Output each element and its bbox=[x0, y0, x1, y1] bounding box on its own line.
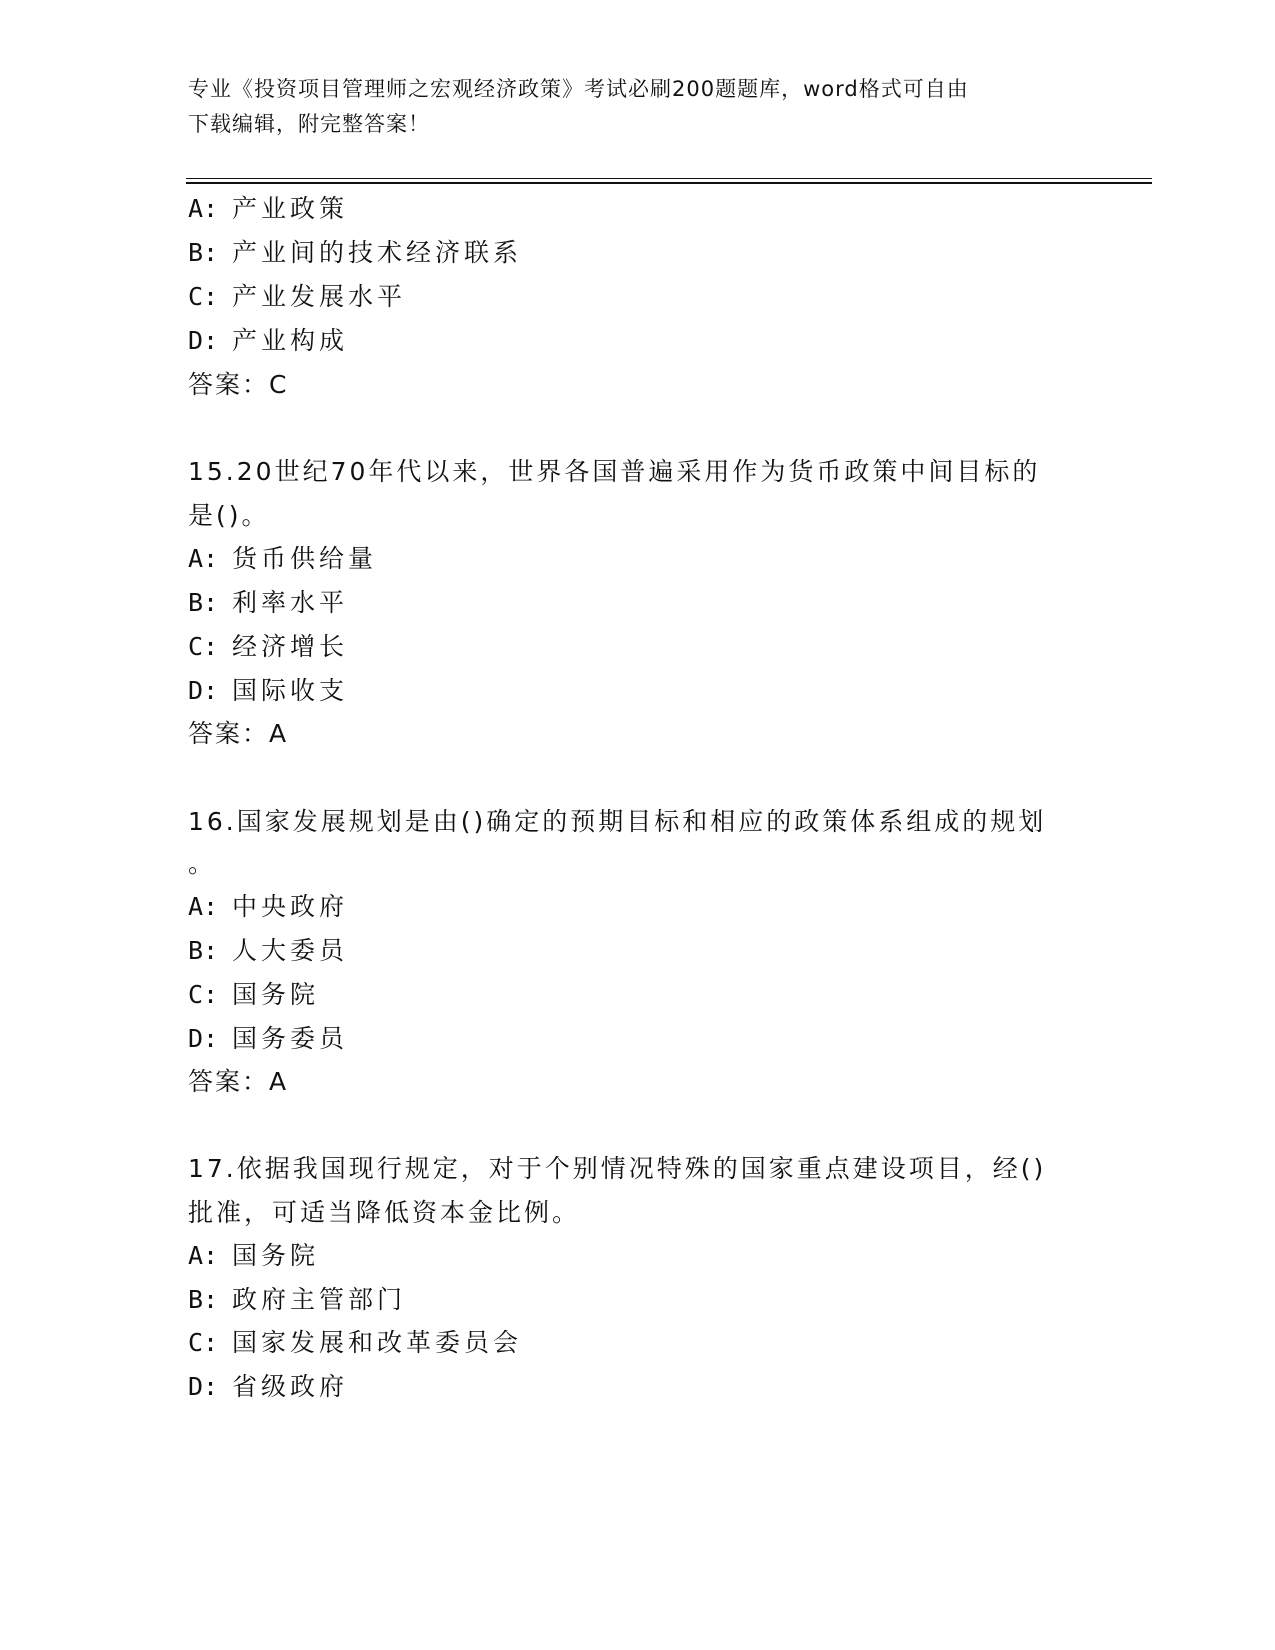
option-letter: D: bbox=[188, 1024, 219, 1053]
option-letter: B: bbox=[188, 588, 219, 617]
document-header bbox=[188, 72, 1088, 142]
option-letter: D: bbox=[188, 1372, 219, 1401]
q16-option-c bbox=[188, 979, 319, 1011]
option-letter: C: bbox=[188, 632, 219, 661]
q17-option-d bbox=[188, 1371, 348, 1403]
q17-option-b bbox=[188, 1284, 406, 1316]
option-letter: A: bbox=[188, 544, 219, 573]
option-text: 国家发展和改革委员会 bbox=[232, 1328, 523, 1357]
q14-option-c bbox=[188, 281, 406, 313]
q15-question-line-1: 15.20世纪70年代以来，世界各国普遍采用作为货币政策中间目标的 bbox=[188, 457, 1041, 486]
option-text: 政府主管部门 bbox=[232, 1285, 407, 1314]
option-text: 经济增长 bbox=[232, 632, 349, 661]
option-letter: C: bbox=[188, 980, 219, 1009]
header-rule-thin bbox=[186, 178, 1152, 179]
option-letter: B: bbox=[188, 936, 219, 965]
option-text: 省级政府 bbox=[232, 1372, 349, 1401]
option-text: 中央政府 bbox=[232, 892, 349, 921]
option-text: 国务院 bbox=[232, 1241, 320, 1270]
q14-option-d bbox=[188, 325, 348, 357]
option-text: 人大委员 bbox=[232, 936, 349, 965]
q15-option-b bbox=[188, 587, 348, 619]
option-letter: B: bbox=[188, 238, 219, 267]
q15-option-a bbox=[188, 543, 377, 575]
q17-question-line-1: 17.依据我国现行规定，对于个别情况特殊的国家重点建设项目，经() bbox=[188, 1154, 1047, 1183]
option-letter: B: bbox=[188, 1285, 219, 1314]
option-letter: A: bbox=[188, 194, 219, 223]
q14-option-a bbox=[188, 193, 348, 225]
option-text: 货币供给量 bbox=[232, 544, 378, 573]
q16-option-b bbox=[188, 935, 348, 967]
q14-answer: 答案：C bbox=[188, 370, 289, 399]
option-text: 产业构成 bbox=[232, 326, 349, 355]
q15-option-d bbox=[188, 675, 348, 707]
option-text: 产业间的技术经济联系 bbox=[232, 238, 523, 267]
option-text: 利率水平 bbox=[232, 588, 349, 617]
option-letter: C: bbox=[188, 282, 219, 311]
option-text: 产业发展水平 bbox=[232, 282, 407, 311]
q16-question-line-2: 。 bbox=[188, 849, 217, 878]
option-letter: A: bbox=[188, 892, 219, 921]
q16-option-d bbox=[188, 1023, 348, 1055]
q16-answer: 答案：A bbox=[188, 1067, 289, 1096]
option-text: 国际收支 bbox=[232, 676, 349, 705]
option-letter: D: bbox=[188, 326, 219, 355]
option-text: 国务委员 bbox=[232, 1024, 349, 1053]
option-letter: D: bbox=[188, 676, 219, 705]
option-letter: C: bbox=[188, 1328, 219, 1357]
option-text: 国务院 bbox=[232, 980, 320, 1009]
q14-option-b bbox=[188, 237, 522, 269]
q15-option-c bbox=[188, 631, 348, 663]
q16-question-line-1: 16.国家发展规划是由()确定的预期目标和相应的政策体系组成的规划 bbox=[188, 807, 1047, 836]
q17-option-c bbox=[188, 1327, 522, 1359]
q16-option-a bbox=[188, 891, 348, 923]
q15-question-line-2: 是()。 bbox=[188, 501, 270, 530]
header-line-2: 下载编辑，附完整答案！ bbox=[188, 112, 430, 136]
q17-question-line-2: 批准，可适当降低资本金比例。 bbox=[188, 1198, 581, 1227]
q17-option-a bbox=[188, 1240, 319, 1272]
header-rule-thick bbox=[186, 182, 1152, 184]
option-text: 产业政策 bbox=[232, 194, 349, 223]
option-letter: A: bbox=[188, 1241, 219, 1270]
q15-answer: 答案：A bbox=[188, 719, 289, 748]
header-line-1: 专业《投资项目管理师之宏观经济政策》考试必刷200题题库，word格式可自由 bbox=[188, 77, 969, 101]
